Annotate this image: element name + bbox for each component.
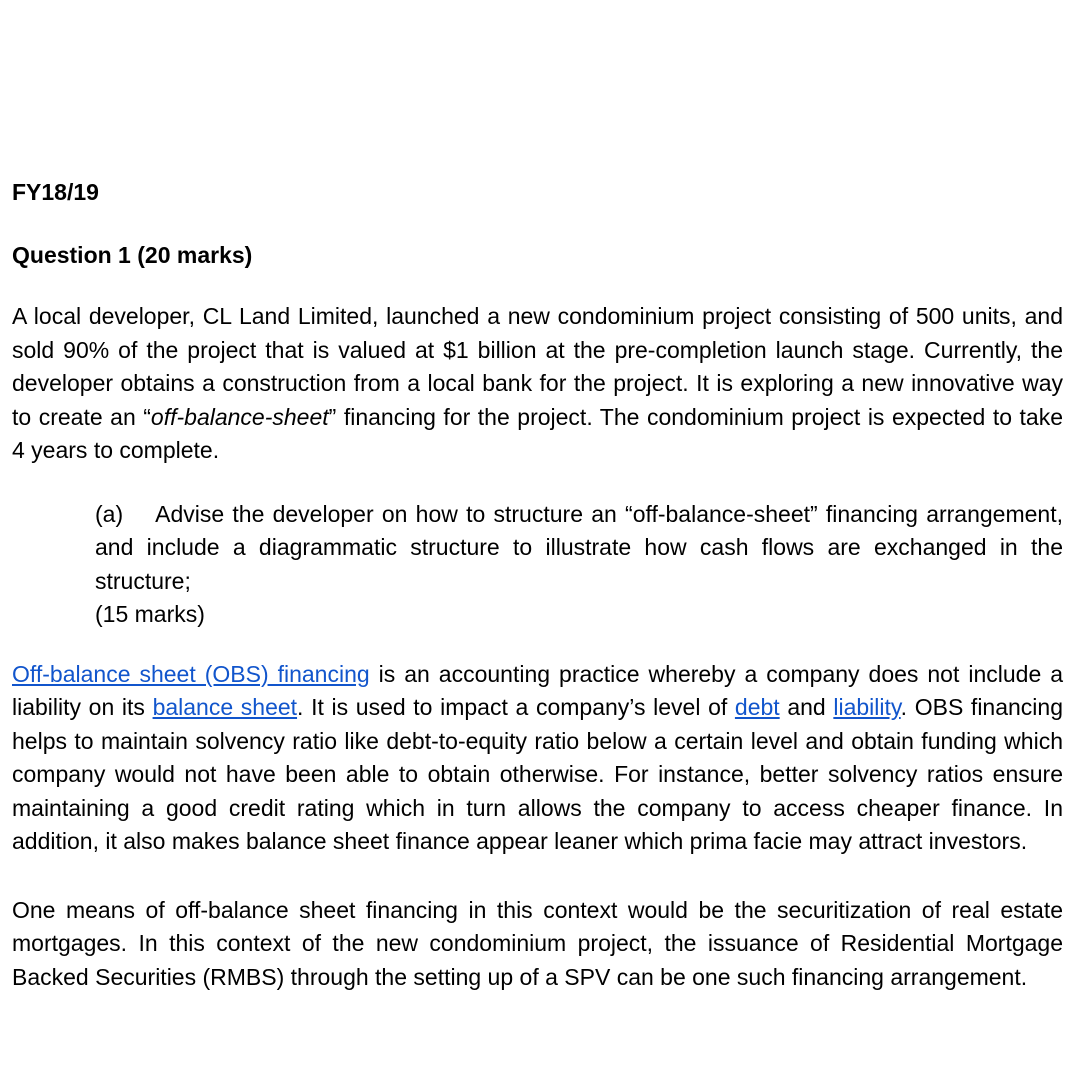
link-liability[interactable]: liability bbox=[833, 694, 901, 720]
link-debt[interactable]: debt bbox=[734, 694, 780, 720]
link-off-balance-sheet-financing[interactable]: Off-balance sheet (OBS) financing bbox=[12, 660, 370, 687]
link-balance-sheet[interactable]: balance sheet bbox=[152, 694, 298, 720]
part-a-text-run: Advise the developer on how to structure an “off-balance-sheet” financing arrangement, and include a diagrammatic structure to illustrate how cash flows are exchanged in the structure; bbox=[95, 500, 1063, 594]
obs-text-run: and bbox=[779, 694, 834, 720]
obs-text-run: . It is used to impact a company’s level of bbox=[297, 694, 735, 720]
intro-paragraph bbox=[12, 300, 1063, 468]
securitization-paragraph bbox=[12, 894, 1063, 995]
intro-text-run: A local developer, CL Land Limited, launched a new condominium project consisting of 500 units, and sold 90% of the project that is valued at $1 billion at the pre-completion launch stage. Currently, the developer obtains a construction from a local bank for the project. It is exploring a new innovative way to create an “ bbox=[12, 303, 1063, 430]
fiscal-year-heading: FY18/19 bbox=[12, 179, 99, 205]
document-page bbox=[12, 176, 1063, 994]
obs-text-run: is an accounting practice whereby a company does not include a liability on its bbox=[12, 660, 1064, 720]
question-heading: Question 1 (20 marks) bbox=[12, 241, 253, 268]
obs-definition-paragraph bbox=[12, 658, 1063, 859]
off-balance-sheet-italic: off-balance-sheet bbox=[150, 403, 329, 430]
part-a-item bbox=[95, 498, 1063, 632]
intro-text-run: ” financing for the project. The condominium project is expected to take 4 years to complete. bbox=[12, 403, 1063, 463]
part-a-label: (a) bbox=[95, 500, 124, 527]
part-a-text bbox=[95, 501, 1063, 594]
part-a-marks: (15 marks) bbox=[95, 601, 205, 627]
securitization-text-run: One means of off-balance sheet financing in this context would be the securitization of real estate mortgages. In this context of the new condominium project, the issuance of Residential Mortgage Backed Securities (RMBS) through the setting up of a SPV can be one such financing arrangement. bbox=[12, 896, 1063, 990]
part-a-body bbox=[95, 498, 1063, 599]
obs-text-run: . OBS financing helps to maintain solvency ratio like debt-to-equity ratio below a certain level and obtain funding which company would not have been able to obtain otherwise. For instance, better solvency ratios ensure maintaining a good credit rating which in turn allows the company to access cheaper finance. In addition, it also makes balance sheet finance appear leaner which prima facie may attract investors. bbox=[12, 694, 1063, 854]
